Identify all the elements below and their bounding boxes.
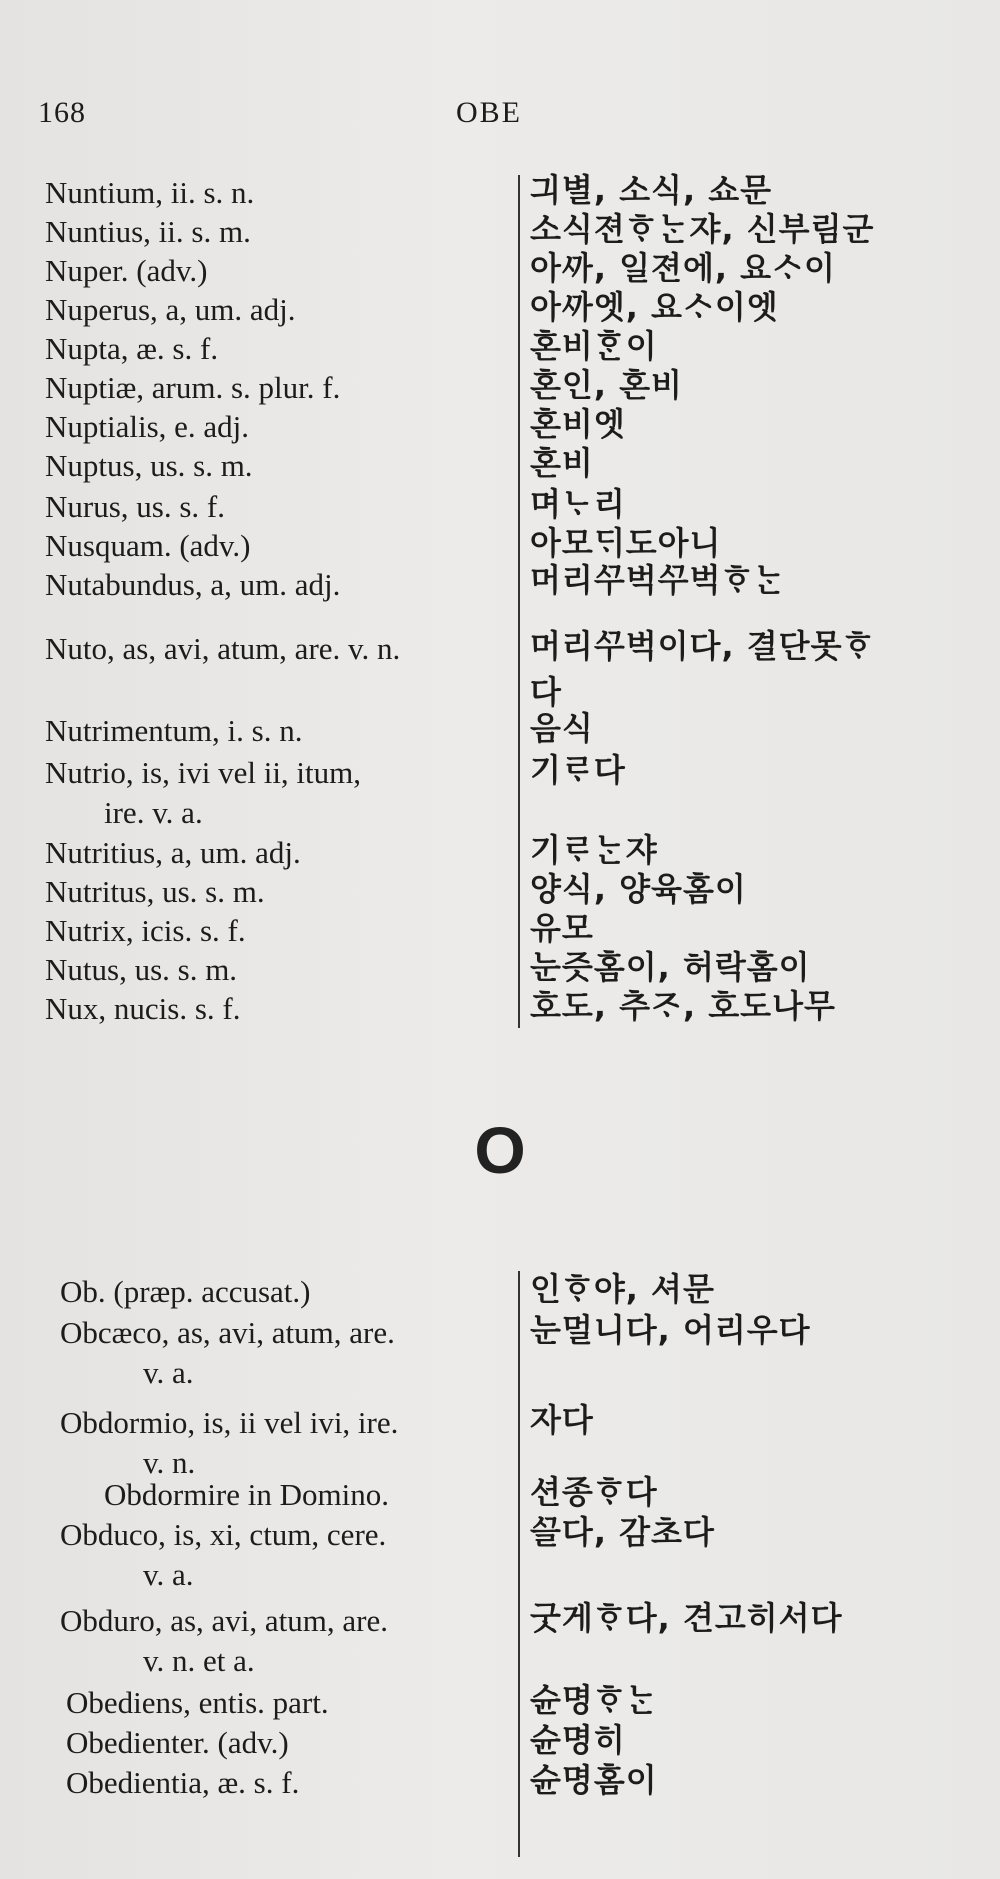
latin-headword-continuation: v. a. (143, 1557, 194, 1592)
latin-headword: Nuntius, ii. s. m. (45, 214, 251, 249)
latin-headword-continuation: v. n. et a. (143, 1643, 255, 1678)
korean-gloss: 호도, 추ᄌᆞ, 호도나무 (530, 987, 836, 1025)
latin-headword: Nurus, us. s. f. (45, 489, 225, 524)
korean-gloss: 소식젼ᄒᆞᄂᆞᆫ쟈, 신부림군 (530, 210, 875, 248)
korean-gloss: 머리ᄭᅮ벅ᄭᅮ벅ᄒᆞᄂᆞᆫ (530, 561, 786, 599)
latin-headword: Nuperus, a, um. adj. (45, 292, 296, 327)
korean-gloss-continuation: 다 (530, 673, 562, 711)
latin-headword: Obduco, is, xi, ctum, cere. (60, 1517, 387, 1552)
latin-headword: Obduro, as, avi, atum, are. (60, 1603, 388, 1638)
latin-headword: Nuto, as, avi, atum, are. v. n. (45, 631, 401, 666)
korean-gloss: 굿게ᄒᆞ다, 견고히서다 (530, 1599, 843, 1637)
korean-gloss: 기ᄅᆞ다 (530, 751, 626, 789)
korean-gloss: ᄭᅳᆯ다, 감초다 (530, 1513, 715, 1551)
korean-gloss: 아ᄭᅡ엣, 요ᄉᆞ이엣 (530, 288, 779, 326)
korean-gloss: 눈멀니다, 어리우다 (530, 1311, 811, 1349)
korean-gloss: 슌명홈이 (530, 1761, 658, 1799)
latin-headword: Nuntium, ii. s. n. (45, 175, 255, 210)
korean-gloss: 기ᄅᆞᄂᆞᆫ쟈 (530, 831, 658, 869)
latin-headword: Nutritius, a, um. adj. (45, 835, 301, 870)
korean-gloss: 며ᄂᆞ리 (530, 485, 626, 523)
korean-gloss: 아ᄭᅡ, 일젼에, 요ᄉᆞ이 (530, 249, 836, 287)
korean-gloss: 션종ᄒᆞ다 (530, 1473, 658, 1511)
column-divider (518, 175, 520, 1028)
latin-headword: Obdormio, is, ii vel ivi, ire. (60, 1405, 399, 1440)
korean-gloss: 자다 (530, 1401, 594, 1439)
korean-gloss: 슌명히 (530, 1721, 626, 1759)
latin-headword: Nupta, æ. s. f. (45, 331, 219, 366)
running-head: OBE (456, 96, 522, 129)
latin-headword: Nutus, us. s. m. (45, 952, 238, 987)
latin-headword-continuation: v. n. (143, 1445, 196, 1480)
korean-gloss: 음식 (530, 709, 594, 747)
latin-headword: Nutritus, us. s. m. (45, 874, 265, 909)
korean-gloss: 혼비ᄒᆞᆫ이 (530, 327, 658, 365)
latin-headword: Nusquam. (adv.) (45, 528, 251, 563)
latin-headword: Obediens, entis. part. (66, 1685, 329, 1720)
latin-headword: Nutabundus, a, um. adj. (45, 567, 341, 602)
latin-headword: Nux, nucis. s. f. (45, 991, 241, 1026)
latin-headword: Nutrio, is, ivi vel ii, itum, (45, 755, 362, 790)
latin-headword: Nuptialis, e. adj. (45, 409, 250, 444)
korean-gloss: 혼비엣 (530, 405, 626, 443)
korean-gloss: 눈즛홈이, 허락홈이 (530, 948, 811, 986)
latin-headword: Nuper. (adv.) (45, 253, 208, 288)
section-letter: O (474, 1113, 526, 1187)
korean-gloss: 혼인, 혼비 (530, 366, 683, 404)
latin-headword: Nutrix, icis. s. f. (45, 913, 246, 948)
page-number: 168 (38, 96, 86, 129)
korean-gloss: 양식, 양육홈이 (530, 870, 747, 908)
korean-gloss: 아모ᄃᆡ도아니 (530, 524, 722, 562)
latin-headword: Nuptiæ, arum. s. plur. f. (45, 370, 341, 405)
korean-gloss: 혼비 (530, 444, 594, 482)
latin-headword: Nutrimentum, i. s. n. (45, 713, 303, 748)
latin-headword: Nuptus, us. s. m. (45, 448, 253, 483)
latin-headword: Obedientia, æ. s. f. (66, 1765, 300, 1800)
page-header (38, 96, 918, 142)
korean-gloss: 인ᄒᆞ야, 셔문 (530, 1270, 715, 1308)
korean-gloss: 머리ᄭᅮ벅이다, 결단못ᄒᆞ (530, 627, 875, 665)
latin-headword: Obedienter. (adv.) (66, 1725, 289, 1760)
korean-gloss: 슌명ᄒᆞᄂᆞᆫ (530, 1681, 658, 1719)
latin-headword-continuation: ire. v. a. (104, 795, 203, 830)
latin-headword: Obcæco, as, avi, atum, are. (60, 1315, 395, 1350)
latin-headword: Ob. (præp. accusat.) (60, 1274, 311, 1309)
korean-gloss: 긔별, 소식, 쇼문 (530, 171, 773, 209)
korean-gloss: 유모 (530, 909, 594, 947)
latin-headword-continuation: v. a. (143, 1355, 194, 1390)
latin-headword: Obdormire in Domino. (104, 1477, 389, 1512)
